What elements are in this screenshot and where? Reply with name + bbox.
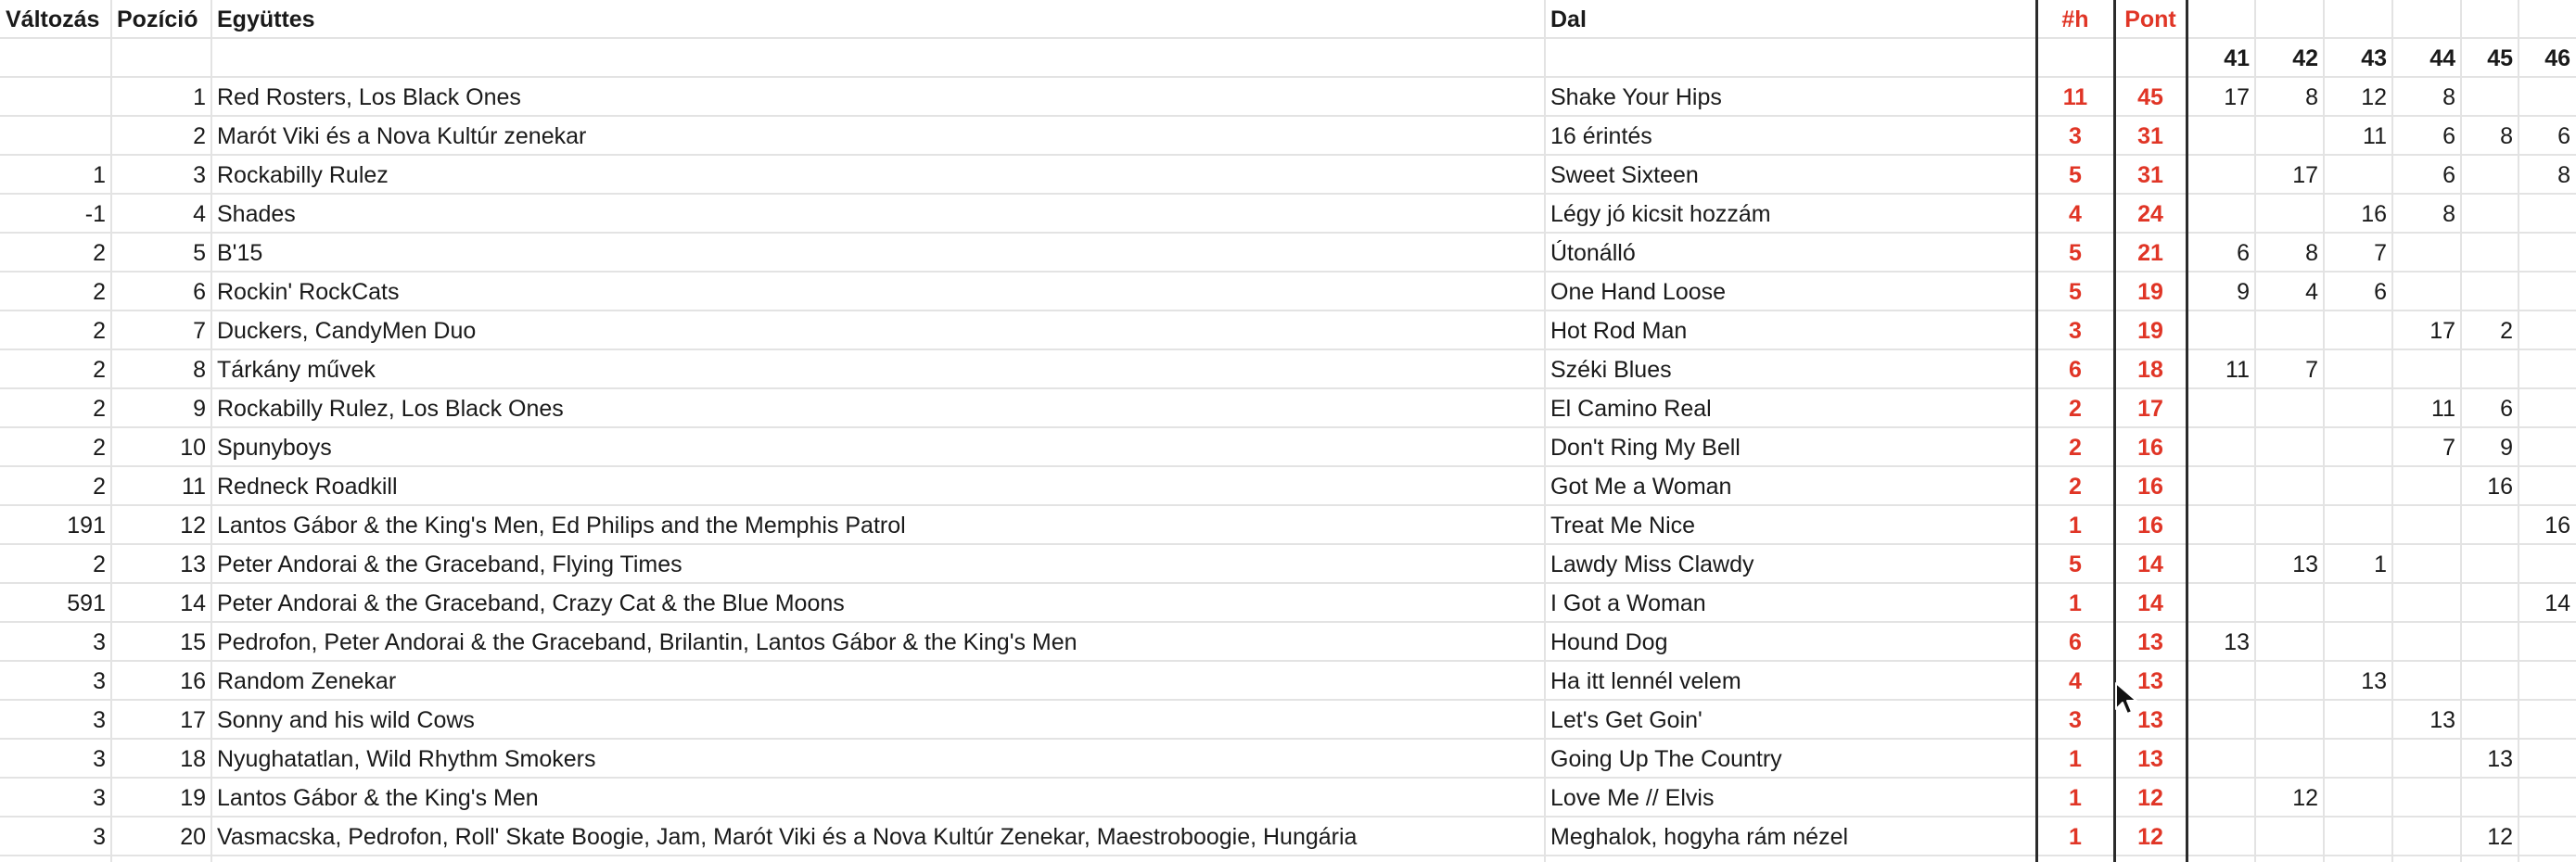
cell-week-1[interactable] <box>2255 117 2324 156</box>
cell-position[interactable]: 1 <box>193 83 206 110</box>
cell-position[interactable]: 10 <box>180 434 206 461</box>
header-count[interactable]: #h <box>2061 6 2089 32</box>
cell-points[interactable]: 16 <box>2137 473 2163 500</box>
cell-song[interactable]: Ha itt lennél velem <box>1550 667 1741 694</box>
cell-week-4[interactable] <box>2461 273 2519 311</box>
cell-artist[interactable]: Vasmacska, Pedrofon, Roll' Skate Boogie, Jam, Marót Viki és a Nova Kultúr Zenekar, Maestroboogie, Hungária <box>217 823 1358 850</box>
header-change[interactable]: Változás <box>6 6 100 32</box>
cell-song[interactable]: One Hand Loose <box>1550 278 1727 305</box>
header-artist[interactable]: Együttes <box>217 6 315 32</box>
column-divider-bold <box>2035 0 2038 862</box>
column-divider-bold <box>2113 0 2116 862</box>
cell-song[interactable]: Treat Me Nice <box>1550 512 1696 539</box>
cell-artist[interactable]: Red Rosters, Los Black Ones <box>217 83 521 110</box>
cell-week-5[interactable]: 14 <box>2544 589 2570 616</box>
cell-artist[interactable]: Duckers, CandyMen Duo <box>217 317 477 344</box>
cell-song[interactable]: Széki Blues <box>1550 356 1672 383</box>
cell-position[interactable]: 6 <box>193 278 206 305</box>
cell-count[interactable]: 6 <box>2069 628 2082 655</box>
cell-position[interactable]: 14 <box>180 589 206 616</box>
cell-points[interactable]: 31 <box>2137 161 2163 188</box>
cell-week-2[interactable]: 11 <box>2363 122 2387 149</box>
cell-change[interactable]: 3 <box>93 823 106 850</box>
cell-week-1[interactable]: 8 <box>2305 83 2318 110</box>
cell-week-5[interactable] <box>2519 701 2576 740</box>
cell-week-0[interactable]: 17 <box>2224 83 2250 110</box>
cell-week-4[interactable] <box>2461 701 2519 740</box>
cell-week-0[interactable] <box>2187 545 2255 584</box>
cell-artist[interactable]: Sonny and his wild Cows <box>217 706 475 733</box>
cell-artist[interactable]: Lantos Gábor & the King's Men <box>217 784 539 811</box>
cell-count[interactable]: 6 <box>2069 356 2082 383</box>
cell-count[interactable]: 1 <box>2069 512 2082 539</box>
cell-week-5[interactable] <box>2519 311 2576 350</box>
cell-count[interactable]: 3 <box>2069 706 2082 733</box>
cell-points[interactable]: 13 <box>2137 628 2163 655</box>
cell-song[interactable]: Let's Get Goin' <box>1550 706 1702 733</box>
cell-song[interactable]: Hound Dog <box>1550 628 1668 655</box>
cell-artist[interactable]: Marót Viki és a Nova Kultúr zenekar <box>217 122 587 149</box>
cell-week-5[interactable] <box>2519 389 2576 428</box>
cell-week-2[interactable] <box>2324 506 2392 545</box>
cell-song[interactable]: I Got a Woman <box>1550 589 1706 616</box>
row-divider <box>0 426 2576 428</box>
cell-week-2[interactable] <box>2324 818 2392 856</box>
cell-change[interactable]: 191 <box>67 512 106 539</box>
cell-position[interactable]: 5 <box>193 239 206 266</box>
cell-song[interactable]: Going Up The Country <box>1550 745 1782 772</box>
cell-change[interactable]: 2 <box>93 551 106 577</box>
header-week-3[interactable]: 44 <box>2429 44 2455 71</box>
cell-week-1[interactable] <box>2255 662 2324 701</box>
cell-week-4[interactable]: 2 <box>2500 317 2513 344</box>
cell-week-5[interactable] <box>2519 779 2576 818</box>
cell-position[interactable]: 17 <box>180 706 206 733</box>
cell-week-0[interactable] <box>2187 156 2255 195</box>
cell-week-3[interactable] <box>2392 818 2461 856</box>
mouse-cursor-icon <box>2114 681 2138 716</box>
cell-week-4[interactable] <box>2461 156 2519 195</box>
row-divider <box>0 738 2576 740</box>
cell-position[interactable]: 3 <box>193 161 206 188</box>
column-divider <box>2518 0 2519 862</box>
row-divider <box>0 387 2576 389</box>
cell-week-5[interactable]: 16 <box>2544 512 2570 539</box>
cell-week-2[interactable] <box>2324 389 2392 428</box>
cell-change[interactable]: 3 <box>93 745 106 772</box>
cell-points[interactable]: 18 <box>2137 356 2163 383</box>
cell-change[interactable]: 2 <box>93 434 106 461</box>
cell-count[interactable]: 1 <box>2069 745 2082 772</box>
cell-week-5[interactable] <box>2519 78 2576 117</box>
cell-song[interactable]: Hot Rod Man <box>1550 317 1688 344</box>
header-week-4[interactable]: 45 <box>2487 44 2513 71</box>
cell-artist[interactable]: B'15 <box>217 239 263 266</box>
cell-week-3[interactable]: 6 <box>2442 122 2455 149</box>
column-divider <box>2254 0 2256 862</box>
cell-change[interactable] <box>0 78 111 117</box>
cell-change[interactable] <box>0 117 111 156</box>
cell-week-5[interactable] <box>2519 273 2576 311</box>
cell-week-1[interactable]: 7 <box>2305 356 2318 383</box>
cell-position[interactable]: 7 <box>193 317 206 344</box>
column-divider <box>2391 0 2393 862</box>
cell-week-2[interactable] <box>2324 623 2392 662</box>
cell-count[interactable]: 5 <box>2069 161 2082 188</box>
cell-week-1[interactable] <box>2255 818 2324 856</box>
cell-week-4[interactable]: 6 <box>2500 395 2513 422</box>
cell-change[interactable]: 1 <box>93 161 106 188</box>
cell-position[interactable]: 19 <box>180 784 206 811</box>
cell-week-2[interactable]: 13 <box>2361 667 2387 694</box>
cell-week-1[interactable] <box>2255 428 2324 467</box>
cell-week-1[interactable]: 17 <box>2292 161 2318 188</box>
cell-artist[interactable]: Lantos Gábor & the King's Men, Ed Philips and the Memphis Patrol <box>217 512 906 539</box>
cell-week-4[interactable] <box>2461 584 2519 623</box>
cell-artist[interactable]: Random Zenekar <box>217 667 397 694</box>
cell-song[interactable]: Lawdy Miss Clawdy <box>1550 551 1754 577</box>
cell-week-5[interactable] <box>2519 740 2576 779</box>
cell-position[interactable]: 16 <box>180 667 206 694</box>
cell-week-0[interactable] <box>2187 428 2255 467</box>
cell-week-2[interactable]: 12 <box>2361 83 2387 110</box>
row-divider <box>0 465 2576 467</box>
cell-song[interactable]: Légy jó kicsit hozzám <box>1550 200 1771 227</box>
cell-position[interactable]: 18 <box>180 745 206 772</box>
cell-week-4[interactable] <box>2461 662 2519 701</box>
cell-week-5[interactable] <box>2519 545 2576 584</box>
column-divider <box>110 0 112 862</box>
cell-week-5[interactable] <box>2519 195 2576 234</box>
row-divider <box>0 543 2576 545</box>
cell-position[interactable]: 9 <box>193 395 206 422</box>
cell-week-0[interactable] <box>2187 662 2255 701</box>
cell-week-3[interactable] <box>2392 584 2461 623</box>
row-divider <box>0 232 2576 234</box>
row-divider <box>0 37 2576 39</box>
cell-week-0[interactable] <box>2187 389 2255 428</box>
cell-week-1[interactable] <box>2255 584 2324 623</box>
cell-week-5[interactable] <box>2519 428 2576 467</box>
cell-week-4[interactable] <box>2461 78 2519 117</box>
cell-artist[interactable]: Redneck Roadkill <box>217 473 398 500</box>
cell-artist[interactable]: Rockabilly Rulez, Los Black Ones <box>217 395 564 422</box>
cell-count[interactable]: 2 <box>2069 473 2082 500</box>
cell-week-2[interactable] <box>2324 584 2392 623</box>
cell-count[interactable]: 4 <box>2069 200 2082 227</box>
cell-week-3[interactable] <box>2392 234 2461 273</box>
header-song[interactable]: Dal <box>1550 6 1587 32</box>
cell-count[interactable]: 2 <box>2069 395 2082 422</box>
cell-week-4[interactable] <box>2461 234 2519 273</box>
cell-change[interactable]: -1 <box>84 200 106 227</box>
row-divider <box>0 582 2576 584</box>
header-week-0[interactable]: 41 <box>2224 44 2250 71</box>
cell-count[interactable]: 4 <box>2069 667 2082 694</box>
row-divider <box>0 504 2576 506</box>
cell-week-0[interactable] <box>2187 818 2255 856</box>
cell-points[interactable]: 45 <box>2137 83 2163 110</box>
cell-week-3[interactable] <box>2392 740 2461 779</box>
cell-position[interactable]: 2 <box>193 122 206 149</box>
cell-week-0[interactable] <box>2187 311 2255 350</box>
cell-position[interactable]: 12 <box>180 512 206 539</box>
cell-count[interactable]: 1 <box>2069 823 2082 850</box>
cell-week-3[interactable] <box>2392 779 2461 818</box>
cell-week-1[interactable] <box>2255 506 2324 545</box>
row-divider <box>0 76 2576 78</box>
column-divider-bold <box>2186 0 2188 862</box>
cell-week-4[interactable] <box>2461 506 2519 545</box>
cell-week-0[interactable]: 13 <box>2224 628 2250 655</box>
cell-week-0[interactable] <box>2187 195 2255 234</box>
cell-week-3[interactable]: 13 <box>2429 706 2455 733</box>
cell-count[interactable]: 5 <box>2069 239 2082 266</box>
cell-week-5[interactable] <box>2519 234 2576 273</box>
cell-week-0[interactable] <box>2187 506 2255 545</box>
cell-week-3[interactable] <box>2392 623 2461 662</box>
cell-week-0[interactable] <box>2187 117 2255 156</box>
cell-points[interactable]: 13 <box>2137 706 2163 733</box>
row-divider <box>0 621 2576 623</box>
row-divider <box>0 115 2576 117</box>
cell-week-5[interactable] <box>2519 623 2576 662</box>
cell-change[interactable]: 591 <box>67 589 106 616</box>
cell-change[interactable]: 2 <box>93 317 106 344</box>
cell-position[interactable]: 15 <box>180 628 206 655</box>
cell-week-2[interactable] <box>2324 779 2392 818</box>
row-divider <box>0 777 2576 779</box>
row-divider <box>0 660 2576 662</box>
cell-week-1[interactable] <box>2255 740 2324 779</box>
cell-week-4[interactable] <box>2461 195 2519 234</box>
cell-week-3[interactable] <box>2392 350 2461 389</box>
cell-points[interactable]: 17 <box>2137 395 2163 422</box>
cell-points[interactable]: 14 <box>2137 551 2163 577</box>
cell-position[interactable]: 20 <box>180 823 206 850</box>
cell-artist[interactable]: Rockabilly Rulez <box>217 161 389 188</box>
cell-week-2[interactable]: 16 <box>2361 200 2387 227</box>
cell-song[interactable]: Got Me a Woman <box>1550 473 1732 500</box>
column-divider <box>2323 0 2325 862</box>
cell-position[interactable]: 11 <box>182 473 206 500</box>
cell-points[interactable]: 16 <box>2137 512 2163 539</box>
cell-week-0[interactable] <box>2187 779 2255 818</box>
cell-week-4[interactable] <box>2461 545 2519 584</box>
cell-week-1[interactable] <box>2255 195 2324 234</box>
cell-change[interactable]: 3 <box>93 784 106 811</box>
cell-week-1[interactable]: 8 <box>2305 239 2318 266</box>
cell-week-4[interactable]: 8 <box>2500 122 2513 149</box>
cell-song[interactable]: Sweet Sixteen <box>1550 161 1699 188</box>
cell-song[interactable]: 16 érintés <box>1550 122 1652 149</box>
cell-artist[interactable]: Rockin' RockCats <box>217 278 400 305</box>
cell-week-3[interactable]: 17 <box>2429 317 2455 344</box>
cell-position[interactable]: 8 <box>193 356 206 383</box>
cell-week-0[interactable] <box>2187 467 2255 506</box>
cell-count[interactable]: 3 <box>2069 317 2082 344</box>
cell-week-2[interactable] <box>2324 311 2392 350</box>
column-divider <box>210 0 212 862</box>
row-divider <box>0 310 2576 311</box>
cell-week-2[interactable] <box>2324 740 2392 779</box>
column-divider <box>2460 0 2462 862</box>
cell-change[interactable]: 2 <box>93 473 106 500</box>
header-week-2[interactable]: 43 <box>2361 44 2387 71</box>
cell-artist[interactable]: Nyughatatlan, Wild Rhythm Smokers <box>217 745 596 772</box>
cell-week-0[interactable]: 11 <box>2225 356 2250 383</box>
cell-week-5[interactable] <box>2519 350 2576 389</box>
header-position[interactable]: Pozíció <box>117 6 198 32</box>
cell-change[interactable]: 2 <box>93 278 106 305</box>
cell-week-0[interactable] <box>2187 740 2255 779</box>
cell-change[interactable]: 2 <box>93 395 106 422</box>
cell-week-4[interactable]: 13 <box>2487 745 2513 772</box>
cell-change[interactable]: 3 <box>93 667 106 694</box>
cell-week-2[interactable]: 1 <box>2374 551 2387 577</box>
cell-points[interactable]: 12 <box>2137 784 2163 811</box>
cell-week-3[interactable]: 7 <box>2442 434 2455 461</box>
cell-song[interactable]: El Camino Real <box>1550 395 1712 422</box>
cell-points[interactable]: 19 <box>2137 317 2163 344</box>
cell-week-5[interactable]: 8 <box>2557 161 2570 188</box>
row-divider <box>0 193 2576 195</box>
cell-points[interactable]: 13 <box>2137 667 2163 694</box>
cell-week-0[interactable]: 6 <box>2237 239 2250 266</box>
cell-artist[interactable]: Peter Andorai & the Graceband, Flying Times <box>217 551 682 577</box>
cell-week-1[interactable]: 12 <box>2292 784 2318 811</box>
cell-count[interactable]: 5 <box>2069 551 2082 577</box>
cell-week-2[interactable] <box>2324 467 2392 506</box>
cell-week-2[interactable] <box>2324 350 2392 389</box>
cell-week-5[interactable]: 6 <box>2557 122 2570 149</box>
cell-week-2[interactable] <box>2324 156 2392 195</box>
cell-week-4[interactable] <box>2461 623 2519 662</box>
cell-week-2[interactable] <box>2324 701 2392 740</box>
cell-artist[interactable]: Spunyboys <box>217 434 332 461</box>
cell-points[interactable]: 24 <box>2137 200 2163 227</box>
cell-week-3[interactable] <box>2392 467 2461 506</box>
cell-song[interactable]: Útonálló <box>1550 239 1636 266</box>
cell-points[interactable]: 13 <box>2137 745 2163 772</box>
cell-week-0[interactable]: 9 <box>2237 278 2250 305</box>
cell-week-4[interactable]: 16 <box>2487 473 2513 500</box>
header-week-1[interactable]: 42 <box>2292 44 2318 71</box>
cell-position[interactable]: 4 <box>193 200 206 227</box>
cell-week-3[interactable] <box>2392 273 2461 311</box>
cell-week-4[interactable]: 12 <box>2487 823 2513 850</box>
cell-week-5[interactable] <box>2519 818 2576 856</box>
cell-week-3[interactable]: 6 <box>2442 161 2455 188</box>
cell-week-1[interactable] <box>2255 389 2324 428</box>
cell-week-4[interactable] <box>2461 350 2519 389</box>
cell-change[interactable]: 2 <box>93 356 106 383</box>
cell-song[interactable]: Love Me // Elvis <box>1550 784 1715 811</box>
cell-position[interactable]: 13 <box>180 551 206 577</box>
cell-change[interactable]: 3 <box>93 628 106 655</box>
cell-week-2[interactable] <box>2324 428 2392 467</box>
row-divider <box>0 271 2576 273</box>
cell-points[interactable]: 31 <box>2137 122 2163 149</box>
cell-week-0[interactable] <box>2187 584 2255 623</box>
column-divider <box>1544 0 1546 862</box>
cell-week-5[interactable] <box>2519 467 2576 506</box>
cell-week-3[interactable] <box>2392 662 2461 701</box>
cell-week-1[interactable]: 4 <box>2305 278 2318 305</box>
cell-week-1[interactable] <box>2255 701 2324 740</box>
cell-count[interactable]: 2 <box>2069 434 2082 461</box>
cell-week-1[interactable] <box>2255 623 2324 662</box>
cell-week-3[interactable]: 11 <box>2431 395 2455 422</box>
cell-artist[interactable]: Peter Andorai & the Graceband, Crazy Cat & the Blue Moons <box>217 589 845 616</box>
cell-points[interactable]: 16 <box>2137 434 2163 461</box>
cell-points[interactable]: 12 <box>2137 823 2163 850</box>
cell-week-3[interactable] <box>2392 545 2461 584</box>
cell-count[interactable]: 11 <box>2062 83 2088 110</box>
cell-week-2[interactable]: 7 <box>2374 239 2387 266</box>
cell-week-3[interactable]: 8 <box>2442 200 2455 227</box>
cell-song[interactable]: Don't Ring My Bell <box>1550 434 1741 461</box>
cell-week-4[interactable] <box>2461 779 2519 818</box>
row-divider <box>0 349 2576 350</box>
cell-count[interactable]: 3 <box>2069 122 2082 149</box>
cell-week-2[interactable]: 6 <box>2374 278 2387 305</box>
cell-week-1[interactable] <box>2255 311 2324 350</box>
cell-count[interactable]: 1 <box>2069 589 2082 616</box>
row-divider <box>0 699 2576 701</box>
cell-week-4[interactable]: 9 <box>2500 434 2513 461</box>
cell-week-5[interactable] <box>2519 662 2576 701</box>
cell-change[interactable]: 2 <box>93 239 106 266</box>
header-week-5[interactable]: 46 <box>2544 44 2570 71</box>
row-divider <box>0 154 2576 156</box>
cell-week-1[interactable] <box>2255 467 2324 506</box>
cell-week-1[interactable]: 13 <box>2292 551 2318 577</box>
cell-points[interactable]: 14 <box>2137 589 2163 616</box>
row-divider <box>0 855 2576 856</box>
cell-count[interactable]: 5 <box>2069 278 2082 305</box>
cell-artist[interactable]: Pedrofon, Peter Andorai & the Graceband, Brilantin, Lantos Gábor & the King's Men <box>217 628 1078 655</box>
cell-week-3[interactable]: 8 <box>2442 83 2455 110</box>
cell-week-0[interactable] <box>2187 701 2255 740</box>
cell-song[interactable]: Shake Your Hips <box>1550 83 1722 110</box>
cell-artist[interactable]: Shades <box>217 200 296 227</box>
cell-change[interactable]: 3 <box>93 706 106 733</box>
cell-points[interactable]: 21 <box>2137 239 2163 266</box>
row-divider <box>0 816 2576 818</box>
cell-count[interactable]: 1 <box>2069 784 2082 811</box>
cell-week-3[interactable] <box>2392 506 2461 545</box>
cell-song[interactable]: Meghalok, hogyha rám nézel <box>1550 823 1849 850</box>
header-points[interactable]: Pont <box>2124 6 2176 32</box>
cell-points[interactable]: 19 <box>2137 278 2163 305</box>
cell-artist[interactable]: Tárkány művek <box>217 356 376 383</box>
